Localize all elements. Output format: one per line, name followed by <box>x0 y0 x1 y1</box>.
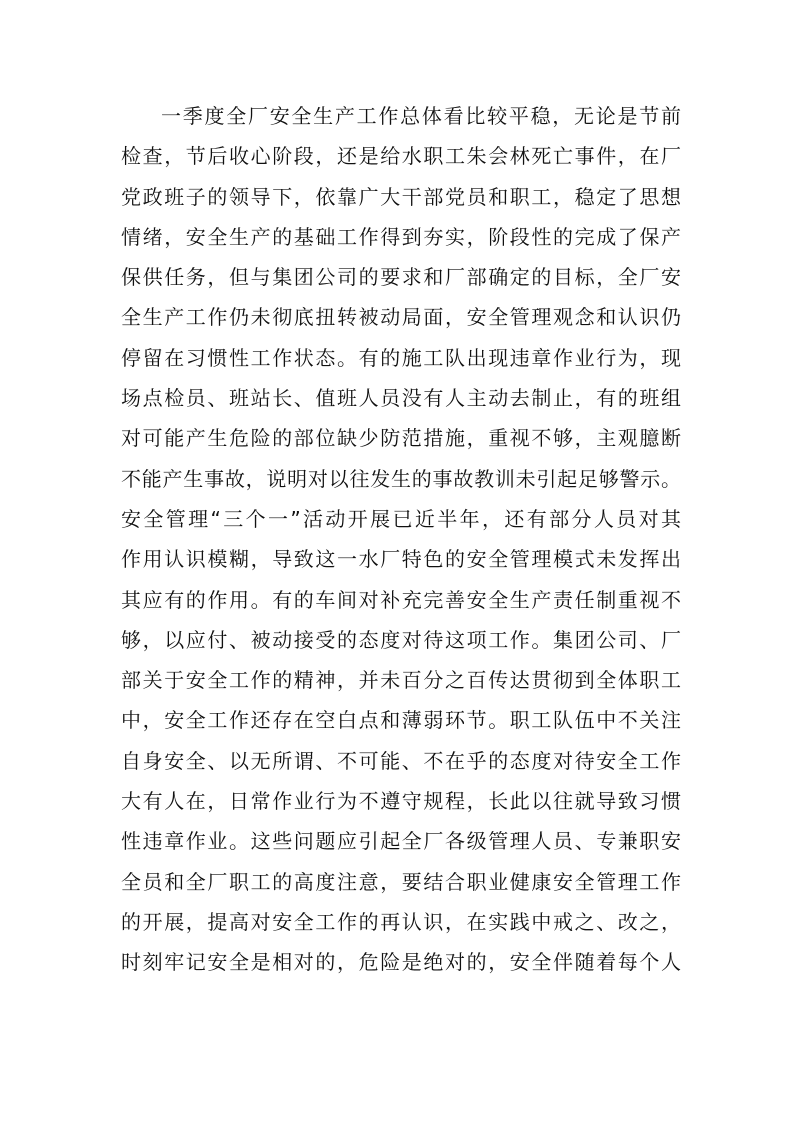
text-line: 中，安全工作还存在空白点和薄弱环节。职工队伍中不关注 <box>121 708 681 733</box>
text-line: 安全管理“三个一”活动开展已近半年，还有部分人员对其 <box>121 506 681 531</box>
text-line: 大有人在，日常作业行为不遵守规程，长此以往就导致习惯 <box>121 789 681 814</box>
text-line: 时刻牢记安全是相对的，危险是绝对的，安全伴随着每个人 <box>121 950 681 975</box>
text-line: 对可能产生危险的部位缺少防范措施，重视不够，主观臆断 <box>121 426 681 451</box>
text-line: 的开展，提高对安全工作的再认识，在实践中戒之、改之， <box>121 909 681 934</box>
text-line: 保供任务，但与集团公司的要求和厂部确定的目标，全厂安 <box>121 265 681 290</box>
text-line: 党政班子的领导下，依靠广大干部党员和职工，稳定了思想 <box>121 184 681 209</box>
text-line: 全生产工作仍未彻底扭转被动局面，安全管理观念和认识仍 <box>121 305 681 330</box>
text-line: 自身安全、以无所谓、不可能、不在乎的态度对待安全工作 <box>121 748 681 773</box>
text-line: 够，以应付、被动接受的态度对待这项工作。集团公司、厂 <box>121 627 681 652</box>
text-line: 情绪，安全生产的基础工作得到夯实，阶段性的完成了保产 <box>121 224 681 249</box>
text-line: 检查，节后收心阶段，还是给水职工朱会林死亡事件，在厂 <box>121 144 681 169</box>
text-line: 停留在习惯性工作状态。有的施工队出现违章作业行为，现 <box>121 345 681 370</box>
text-line: 一季度全厂安全生产工作总体看比较平稳，无论是节前 <box>161 104 681 128</box>
text-line: 不能产生事故，说明对以往发生的事故教训未引起足够警示。 <box>121 466 681 491</box>
body-paragraph <box>121 96 681 983</box>
text-line: 部关于安全工作的精神，并未百分之百传达贯彻到全体职工 <box>121 668 681 693</box>
text-line: 其应有的作用。有的车间对补充完善安全生产责任制重视不 <box>121 587 681 612</box>
text-line: 全员和全厂职工的高度注意，要结合职业健康安全管理工作 <box>121 869 681 894</box>
text-line: 场点检员、班站长、值班人员没有人主动去制止，有的班组 <box>121 386 681 411</box>
text-line: 作用认识模糊，导致这一水厂特色的安全管理模式未发挥出 <box>121 547 681 572</box>
text-line: 性违章作业。这些问题应引起全厂各级管理人员、专兼职安 <box>121 829 681 854</box>
